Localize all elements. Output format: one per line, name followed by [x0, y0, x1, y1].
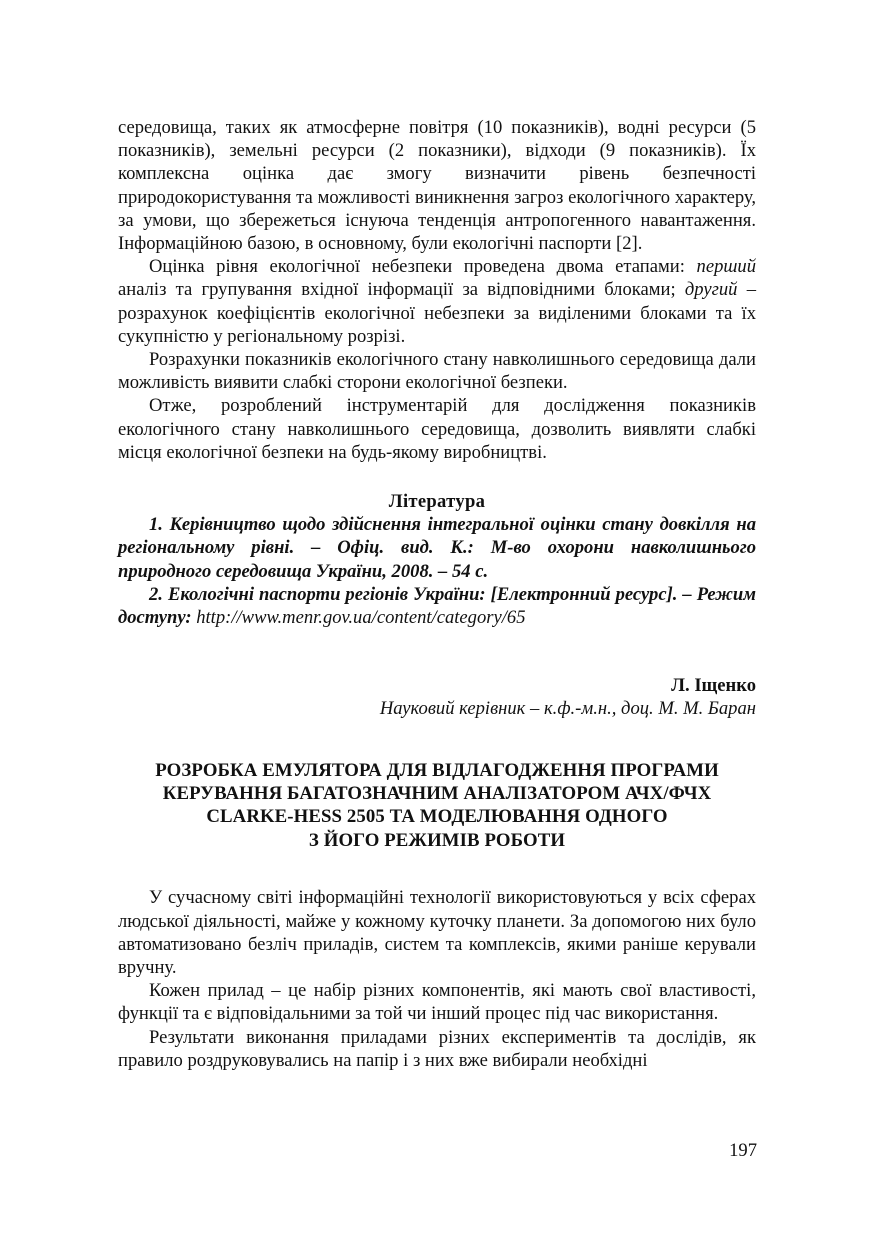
article-paragraph-3: Результати виконання приладами різних експериментів та дослідів, як правило роздруковувались на папір і з них вже вибирали необхідні — [118, 1026, 756, 1071]
article-paragraph-1: У сучасному світі інформаційні технології використовуються у всіх сферах людської діяльності, майже у кожному куточку планети. За допомогою них було автоматизовано безліч приладів, систем та комплексів, якими раніше керували вручну. — [118, 887, 756, 978]
page-body — [118, 116, 756, 1072]
title-line-1: РОЗРОБКА ЕМУЛЯТОРА ДЛЯ ВІДЛАГОДЖЕННЯ ПРОГРАМИ — [155, 759, 719, 781]
paragraph-2-first: перший — [696, 256, 756, 278]
article-body — [118, 886, 756, 1072]
author-block — [118, 674, 756, 720]
literature-item-1: 1. Керівництво щодо здійснення інтегральної оцінки стану довкілля на регіональному рівні. – Офіц. вид. К.: М-во охорони навколишнього природного середовища України, 2008. – 54 с. — [118, 514, 756, 582]
literature-section — [118, 490, 756, 629]
paragraph-2-end: – розрахунок коефіцієнтів екологічної небезпеки за виділеними блоками та їх сукупністю у регіональному розрізі. — [118, 279, 756, 347]
article-paragraph-2: Кожен прилад – це набір різних компонентів, які мають свої властивості, функції та є відповідальними за той чи інший процес під час використання. — [118, 980, 756, 1025]
supervisor-line: Науковий керівник – к.ф.-м.н., доц. М. М. Баран — [379, 698, 756, 720]
paragraph-2-second: другий — [684, 279, 738, 301]
paragraph-2 — [118, 255, 756, 348]
title-line-4: З ЙОГО РЕЖИМІВ РОБОТИ — [308, 829, 566, 851]
paragraph-3: Розрахунки показників екологічного стану навколишнього середовища дали можливість виявити слабкі сторони екологічної безпеки. — [118, 349, 756, 394]
paragraph-1: середовища, таких як атмосферне повітря (10 показників), водні ресурси (5 показників), земельні ресурси (2 показники), відходи (9 показників). Їх комплексна оцінка дає змогу визначити рівень безпечності природокористування та можливості виникнення загроз екологічного характеру, за умови, що збережеться існуюча тенденція антропогенного навантаження. Інформаційною базою, в основному, були екологічні паспорти [2]. — [118, 117, 756, 255]
paragraph-2-mid: аналіз та групування вхідної інформації за відповідними блоками; — [118, 279, 685, 301]
literature-item-2-url[interactable]: http://www.menr.gov.ua/content/category/65 — [196, 607, 526, 629]
title-line-2: КЕРУВАННЯ БАГАТОЗНАЧНИМ АНАЛІЗАТОРОМ АЧХ/ФЧХ — [162, 783, 712, 805]
title-line-3: CLARKE-HESS 2505 ТА МОДЕЛЮВАННЯ ОДНОГО — [206, 806, 668, 828]
author-name: Л. Іщенко — [671, 675, 756, 697]
literature-heading: Література — [388, 491, 486, 513]
top-section — [118, 116, 756, 464]
literature-item-2-text: 2. Екологічні паспорти регіонів України: [Електронний ресурс]. – Режим доступу: — [118, 583, 756, 629]
paragraph-2-start: Оцінка рівня екологічної небезпеки проведена двома етапами: — [149, 256, 697, 278]
paragraph-4: Отже, розроблений інструментарій для дослідження показників екологічного стану навколишнього середовища, дозволить виявляти слабкі місця екологічної безпеки на будь-якому виробництві. — [118, 395, 756, 463]
page-number: 197 — [729, 1140, 757, 1161]
article-title — [118, 759, 756, 853]
literature-item-2 — [118, 583, 756, 629]
